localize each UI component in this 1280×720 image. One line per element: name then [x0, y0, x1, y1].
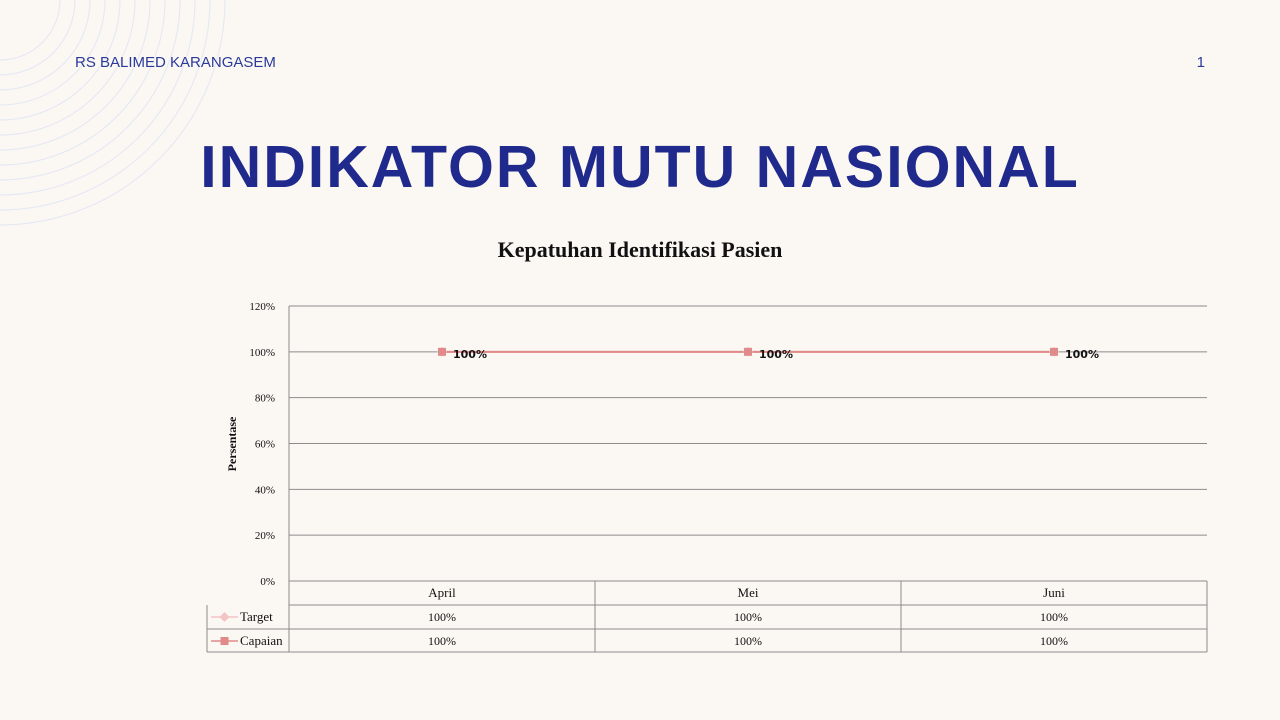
organization-name: RS BALIMED KARANGASEM	[75, 54, 276, 71]
y-tick-label: 40%	[254, 484, 275, 497]
data-point-capaian	[744, 348, 752, 356]
table-cell: 100%	[428, 634, 456, 648]
y-tick-label: 60%	[254, 438, 275, 451]
legend-label: Capaian	[240, 633, 283, 648]
x-category-label: Juni	[1043, 585, 1065, 600]
legend-key-marker	[221, 637, 229, 645]
page-title: INDIKATOR MUTU NASIONAL	[200, 134, 1080, 200]
page-number: 1	[1196, 54, 1205, 71]
x-category-label: April	[428, 585, 456, 600]
legend-capaian	[211, 633, 283, 648]
legend-label: Target	[240, 609, 273, 624]
chart-title: Kepatuhan Identifikasi Pasien	[497, 237, 783, 262]
data-label: 100%	[1065, 347, 1099, 361]
legend-key-marker	[220, 612, 230, 622]
y-tick-label: 0%	[260, 576, 275, 588]
table-cell: 100%	[734, 634, 762, 648]
x-category-label: Mei	[737, 585, 759, 600]
y-axis-label: Persentase	[225, 416, 239, 472]
data-label: 100%	[759, 347, 793, 361]
y-tick-label: 120%	[249, 301, 275, 313]
data-point-capaian	[438, 348, 446, 356]
table-cell: 100%	[428, 610, 456, 624]
data-label: 100%	[453, 347, 487, 361]
y-tick-label: 100%	[249, 346, 275, 359]
y-tick-label: 80%	[254, 392, 275, 405]
data-point-capaian	[1050, 348, 1058, 356]
legend-target	[211, 609, 273, 624]
y-tick-label: 20%	[254, 530, 275, 543]
table-cell: 100%	[1040, 634, 1068, 648]
table-cell: 100%	[734, 610, 762, 624]
table-cell: 100%	[1040, 610, 1068, 624]
